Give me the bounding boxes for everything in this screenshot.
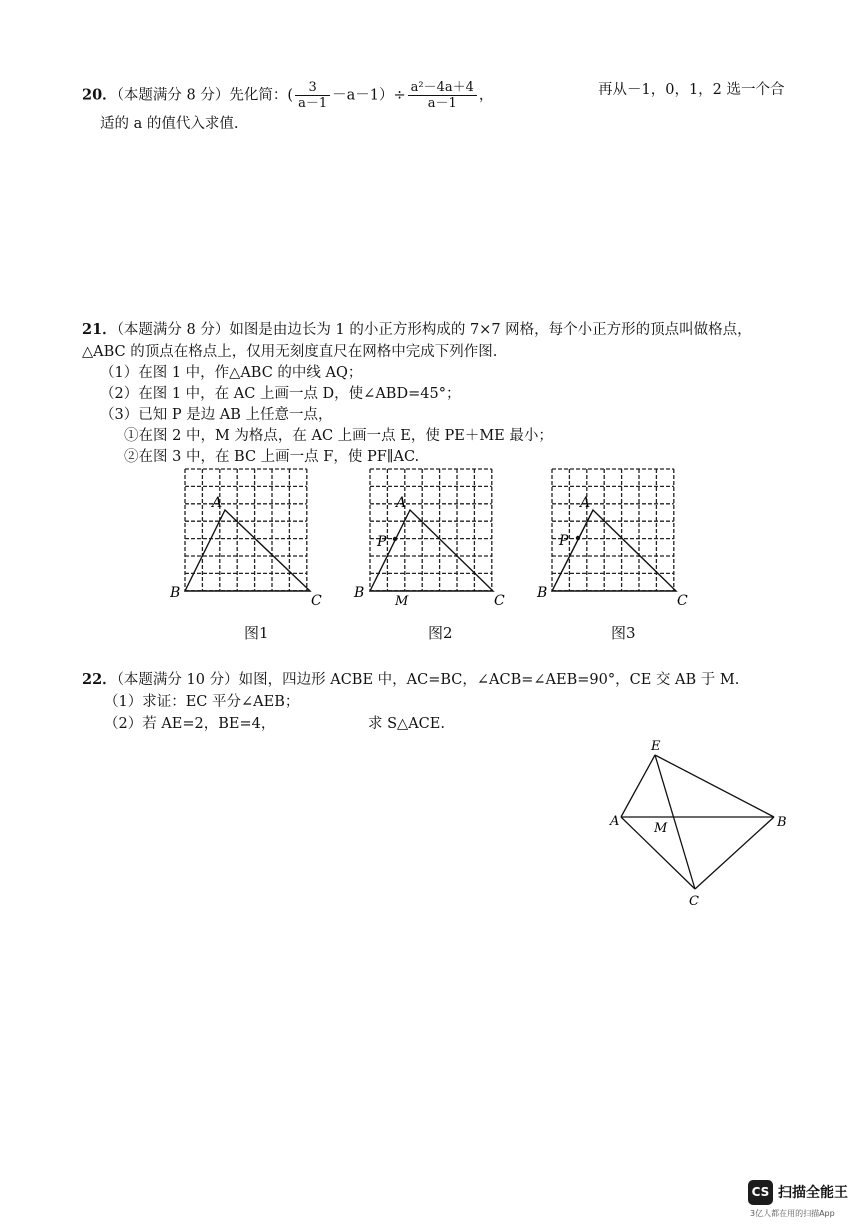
- q22-part2: （2）若 AE=2，BE=4，: [104, 716, 276, 732]
- figure-2-label-c: C: [494, 593, 505, 609]
- q20-frac1-numerator: 3: [295, 80, 330, 96]
- q20-frac1-denominator: a－1: [298, 96, 328, 111]
- figure-1-grid: [170, 464, 340, 624]
- figure-3-triangle: [552, 510, 676, 591]
- q20-line1: 20．（本题满分 8 分）先化简：( $\frac{3}{a-1}$ －a－1）÷ $\frac{\text{a²－4a＋4}}{a-1}$ ，: [82, 80, 494, 111]
- q22-score: （本题满分 10 分）: [116, 672, 239, 688]
- q22-number: 22．: [82, 671, 117, 688]
- q21-part3b: ②在图 3 中，在 BC 上画一点 F，使 PF∥AC.: [124, 449, 420, 465]
- q21-line2: △ABC 的顶点在格点上，仅用无刻度直尺在网格中完成下列作图.: [82, 344, 498, 360]
- q20-line2: 适的 a 的值代入求值.: [100, 116, 239, 132]
- q21-intro: 如图是由边长为 1 的小正方形构成的 7×7 网格，每个小正方形的顶点叫做格点，: [229, 322, 752, 338]
- q20-number: 20．: [82, 86, 117, 104]
- q21-part3a: ①在图 2 中，M 为格点，在 AC 上画一点 E，使 PE＋ME 最小；: [124, 428, 553, 444]
- figure-1-label-b: B: [170, 585, 181, 601]
- watermark-name: 扫描全能王: [778, 1185, 848, 1201]
- figure-3-label-p: P: [559, 533, 569, 549]
- q20-intro: 先化简：: [229, 87, 288, 104]
- figure-3-label-c: C: [677, 593, 688, 609]
- q22-part1: （1）求证：EC 平分∠AEB；: [104, 694, 300, 710]
- figure-3-label-a: A: [580, 495, 591, 511]
- figure-2-label-b: B: [354, 585, 365, 601]
- figure-3-label-b: B: [537, 585, 548, 601]
- q22-label-b: B: [777, 815, 787, 830]
- q22-intro: 如图，四边形 ACBE 中，AC=BC，∠ACB=∠AEB=90°，CE 交 AB 于 M.: [238, 672, 740, 688]
- figure-3-point-p: [576, 536, 580, 540]
- figure-3-grid: [536, 464, 706, 624]
- q20-fraction-1: [295, 80, 330, 111]
- q20-tail: 再从－1，0，1，2 选一个合: [598, 82, 785, 98]
- figure-2-label-m: M: [395, 594, 409, 609]
- figure-2-caption: 图2: [428, 624, 453, 642]
- figure-1-triangle: [185, 510, 310, 591]
- q20-fraction-2: [408, 80, 477, 111]
- q21-number: 21．: [82, 321, 117, 338]
- q22-quadrilateral-figure: [600, 735, 800, 910]
- figure-2-label-a: A: [396, 495, 407, 511]
- figure-1-label-a: A: [212, 495, 223, 511]
- figure-3-caption: 图3: [611, 624, 636, 642]
- q21-part2: （2）在图 1 中，在 AC 上画一点 D，使∠ABD=45°；: [100, 386, 461, 402]
- q21-score: （本题满分 8 分）: [116, 322, 230, 338]
- q21-part3: （3）已知 P 是边 AB 上任意一点，: [100, 407, 333, 423]
- q21-part1: （1）在图 1 中，作△ABC 的中线 AQ；: [100, 365, 363, 381]
- q22-line1: [82, 670, 739, 690]
- q22-label-c: C: [689, 894, 699, 909]
- figure-1-caption: 图1: [244, 624, 269, 642]
- figure-1-label-c: C: [311, 593, 322, 609]
- q20-frac2-denominator: a－1: [427, 96, 457, 111]
- q20-frac2-numerator: a²－4a＋4: [408, 80, 477, 96]
- q20-middle: －a－1）÷: [332, 87, 406, 104]
- q21-line1: [82, 320, 752, 340]
- q22-label-a: A: [610, 814, 620, 829]
- q22-part2-ask: 求 S△ACE.: [368, 716, 445, 732]
- q22-label-e: E: [651, 739, 661, 754]
- q22-segment-eb: [655, 755, 774, 817]
- q20-score: （本题满分 8 分）: [116, 87, 230, 104]
- q22-segment-bc: [695, 817, 774, 889]
- figure-2-point-p: [393, 537, 397, 541]
- camscanner-logo-icon: CS: [748, 1180, 773, 1205]
- q22-label-m: M: [654, 821, 668, 836]
- figure-2-grid: [352, 464, 522, 624]
- q22-segment-ae: [621, 755, 655, 817]
- watermark-subtitle: 3亿人都在用的扫描App: [750, 1209, 835, 1218]
- figure-2-label-p: P: [377, 534, 387, 550]
